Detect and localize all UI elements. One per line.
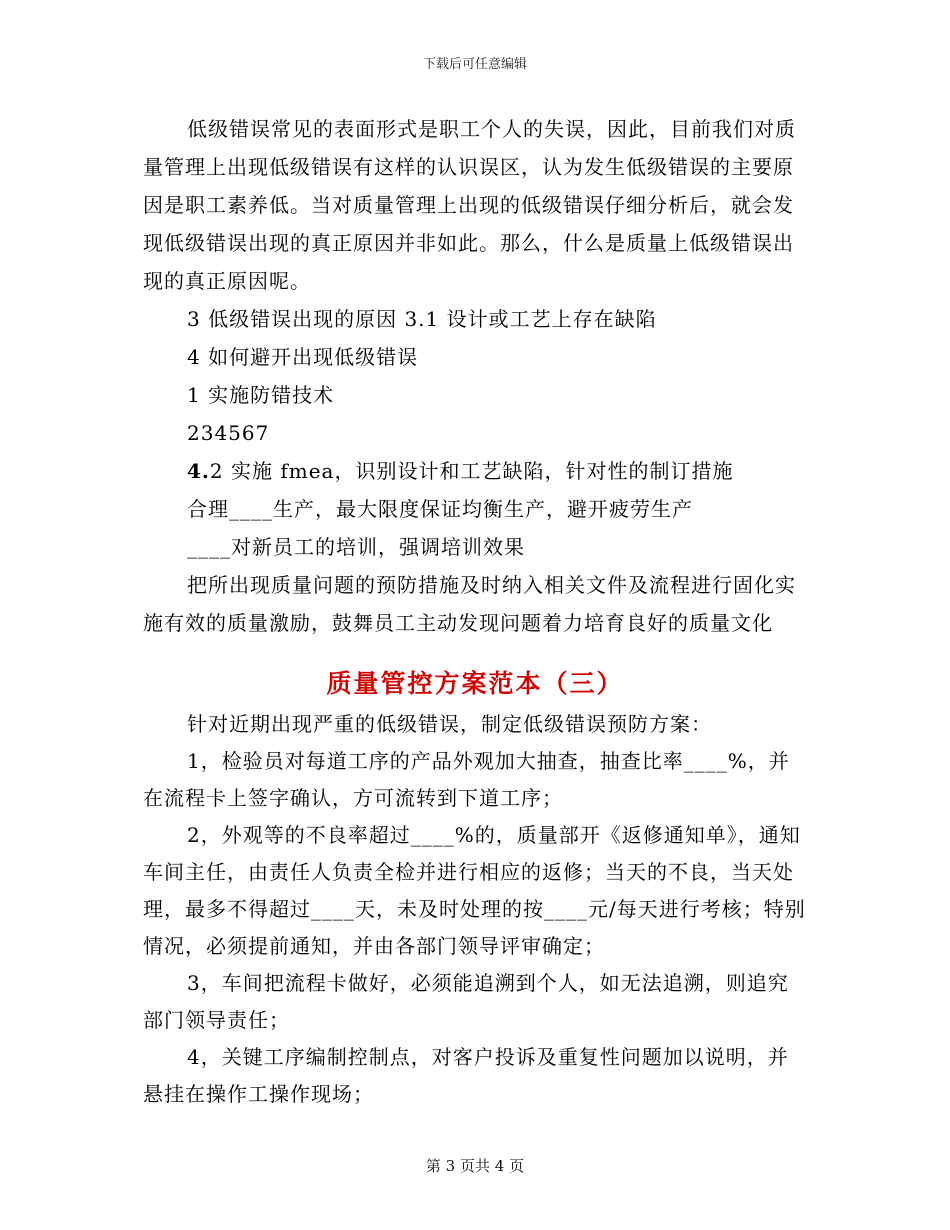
- paragraph-text: 2 实施 fmea，识别设计和工艺缺陷，针对性的制订措施: [209, 459, 734, 483]
- paragraph: 3 低级错误出现的原因 3.1 设计或工艺上存在缺陷: [187, 307, 657, 331]
- paragraph: 4，关键工序编制控制点，对客户投诉及重复性问题加以说明，并悬挂在操作工操作现场；: [143, 1045, 789, 1106]
- paragraph: 1 实施防错技术: [187, 383, 335, 407]
- paragraph: [143, 452, 807, 490]
- paragraph: 低级错误常见的表面形式是职工个人的失误，因此，目前我们对质量管理上出现低级错误有这样的认识误区，认为发生低级错误的主要原因是职工素养低。当对质量管理上出现的低级错误仔细分析后，就会发现低级错误出现的真正原因并非如此。那么，什么是质量上低级错误出现的真正原因呢。: [143, 117, 796, 293]
- paragraph: 4 如何避开出现低级错误: [187, 345, 419, 369]
- paragraph: ____对新员工的培训，强调培训效果: [187, 535, 525, 559]
- page-header: 下载后可任意编辑: [422, 57, 527, 72]
- document-body-top: [143, 110, 807, 642]
- paragraph: 2，外观等的不良率超过____%的，质量部开《返修通知单》，通知车间主任，由责任人负责全检并进行相应的返修；当天的不良，当天处理，最多不得超过____天，未及时处理的按____元/每天进行考核；特别情况，必须提前通知，并由各部门领导评审确定；: [143, 823, 806, 958]
- paragraph: 把所出现质量问题的预防措施及时纳入相关文件及流程进行固化实施有效的质量激励，鼓舞员工主动发现问题着力培育良好的质量文化: [143, 573, 796, 635]
- paragraph: 1，检验员对每道工序的产品外观加大抽查，抽查比率____%，并在流程卡上签字确认，方可流转到下道工序；: [143, 749, 790, 810]
- page-footer: 第 3 页共 4 页: [425, 1157, 525, 1175]
- paragraph: 234567: [187, 421, 270, 445]
- document-body-bottom: [143, 706, 807, 1113]
- paragraph: 合理____生产，最大限度保证均衡生产，避开疲劳生产: [187, 497, 693, 521]
- paragraph: 针对近期出现严重的低级错误，制定低级错误预防方案：: [187, 712, 712, 736]
- section-number: 4.: [187, 459, 210, 483]
- paragraph: 3，车间把流程卡做好，必须能追溯到个人，如无法追溯，则追究部门领导责任；: [143, 971, 789, 1032]
- section-title: 质量管控方案范本（三）: [326, 669, 624, 698]
